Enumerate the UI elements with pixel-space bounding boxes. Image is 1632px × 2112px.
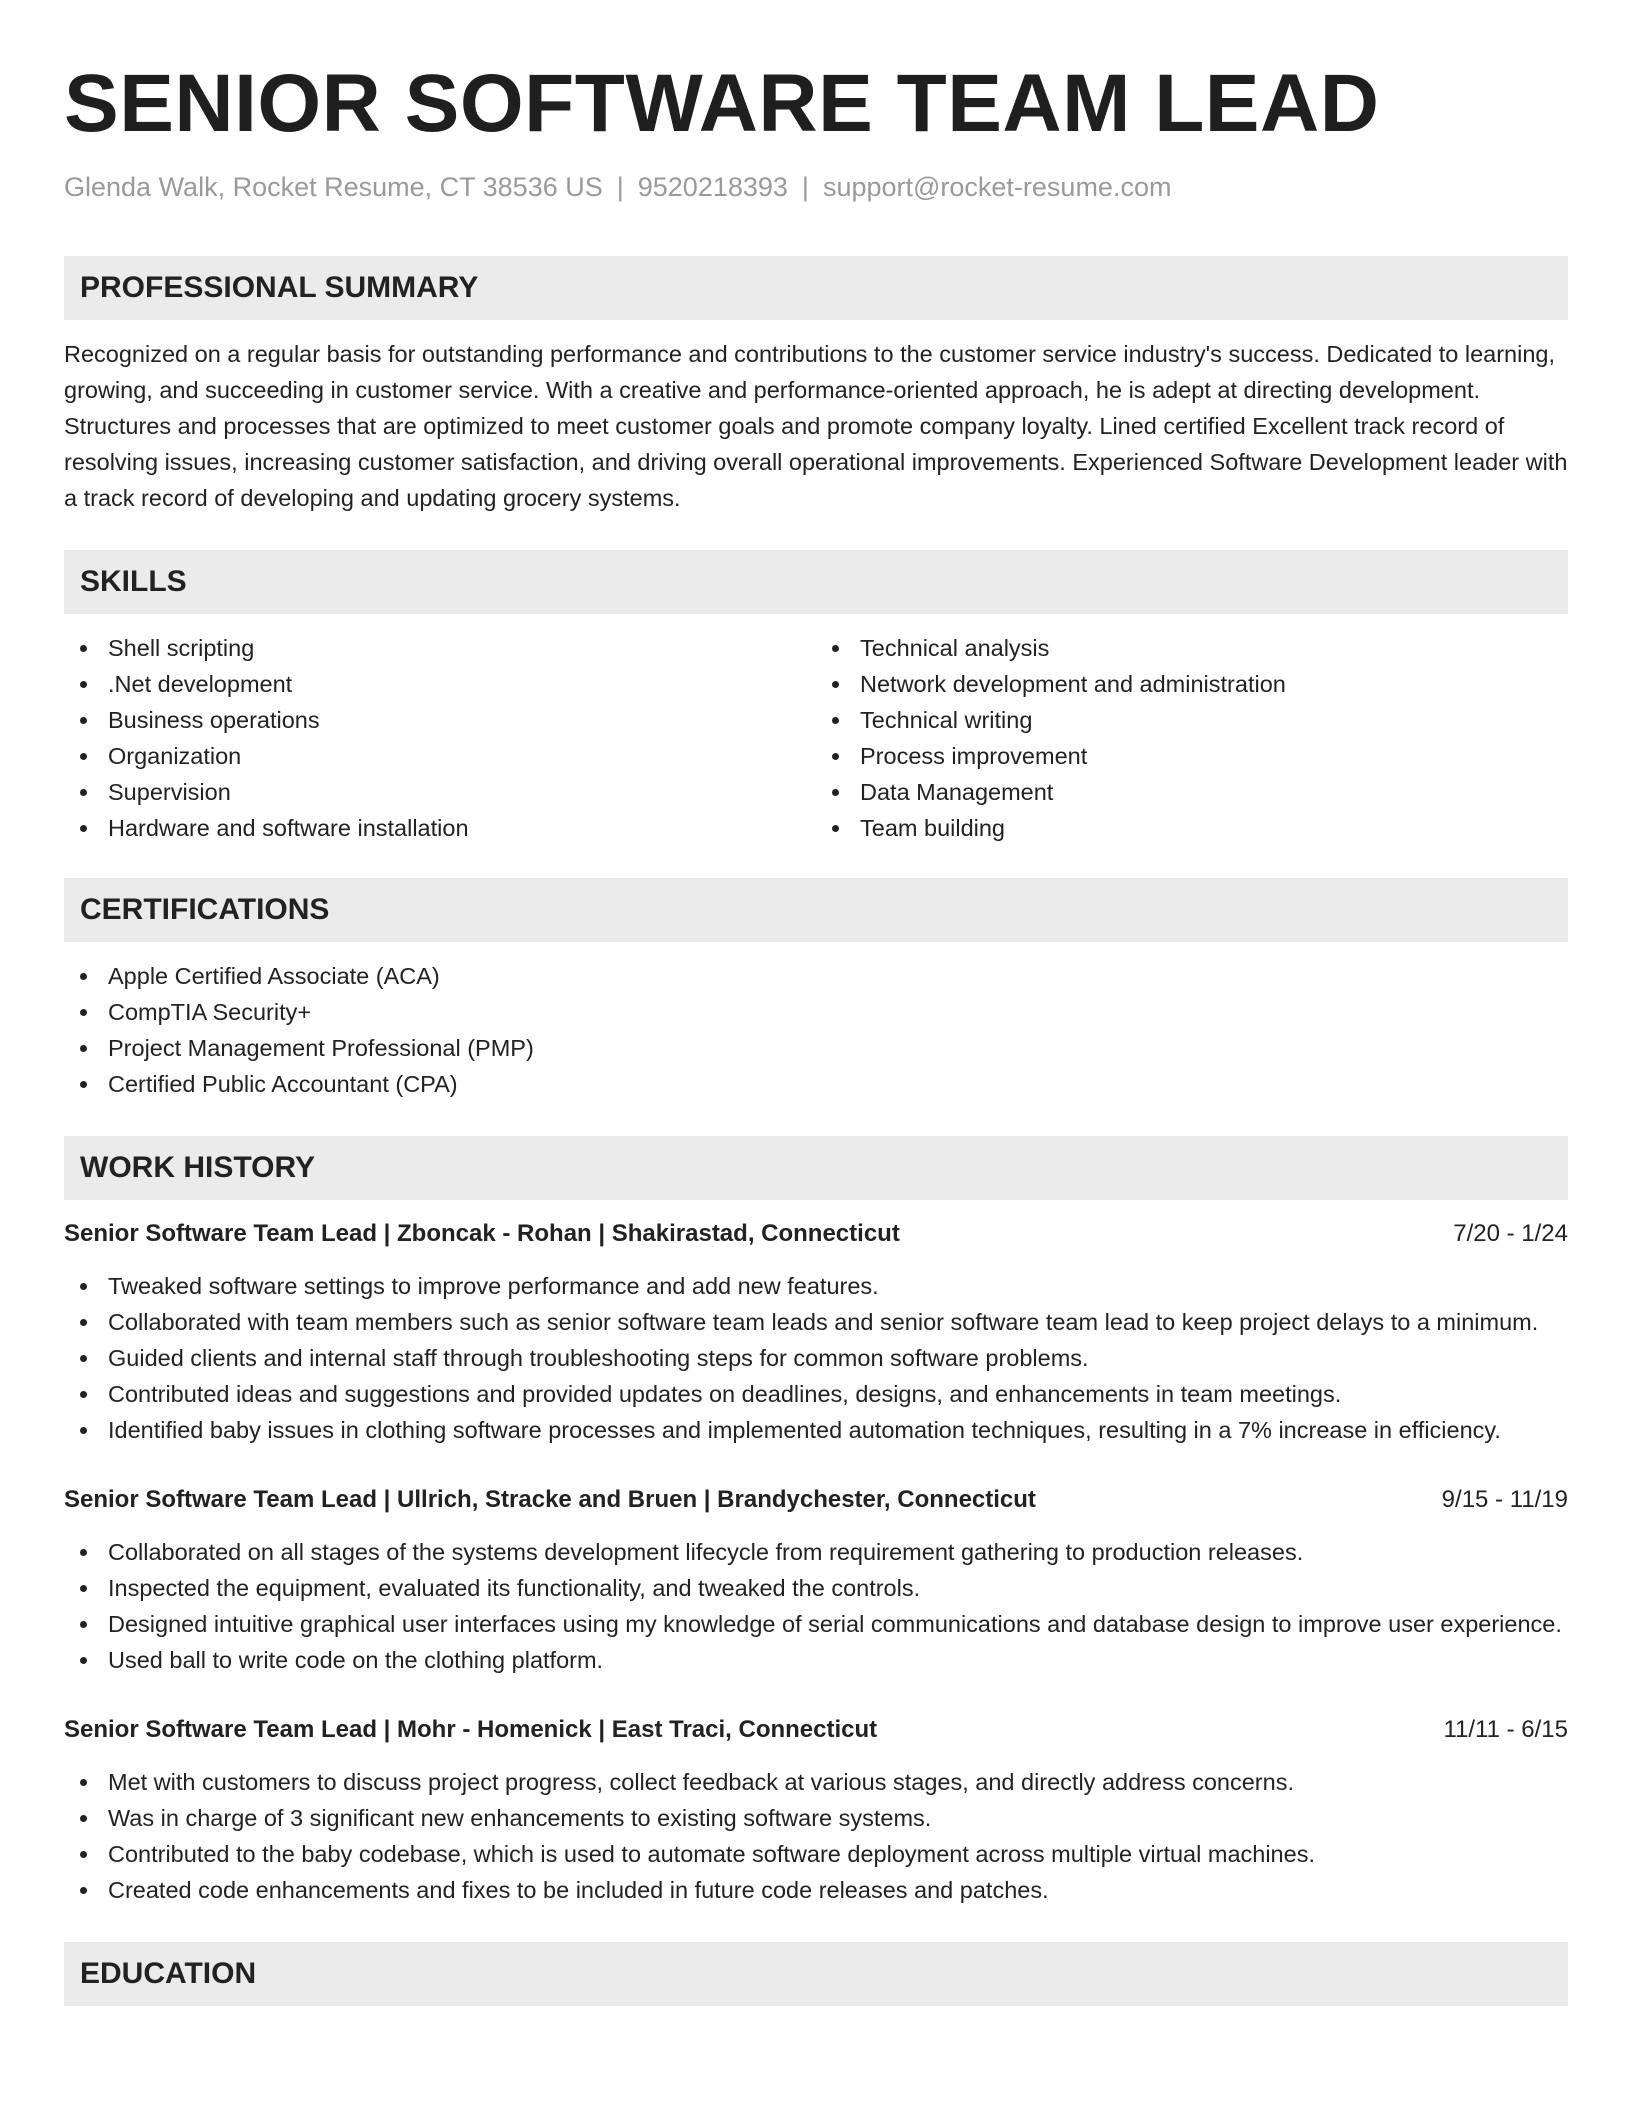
section-heading-certifications: CERTIFICATIONS [64,878,1568,942]
job-bullet: Contributed ideas and suggestions and provided updates on deadlines, designs, and enhancements in team meetings. [64,1376,1568,1412]
job-entry [64,1482,1568,1678]
skill-item: Technical analysis [816,630,1568,666]
skill-item: Process improvement [816,738,1568,774]
job-bullet: Designed intuitive graphical user interfaces using my knowledge of serial communications and database design to improve user experience. [64,1606,1568,1642]
contact-phone: 9520218393 [637,172,788,202]
skill-item: Supervision [64,774,816,810]
section-heading-education: EDUCATION [64,1942,1568,2006]
certifications-list [64,958,1568,1102]
job-bullet: Guided clients and internal staff through troubleshooting steps for common software problems. [64,1340,1568,1376]
job-header [64,1216,1568,1252]
job-bullet: Identified baby issues in clothing software processes and implemented automation techniques, resulting in a 7% increase in efficiency. [64,1412,1568,1448]
job-bullet: Collaborated with team members such as senior software team leads and senior software team lead to keep project delays to a minimum. [64,1304,1568,1340]
certification-item: Apple Certified Associate (ACA) [64,958,1568,994]
skill-item: .Net development [64,666,816,702]
job-bullet: Collaborated on all stages of the systems development lifecycle from requirement gathering to production releases. [64,1534,1568,1570]
contact-separator: | [801,172,809,202]
job-bullet: Created code enhancements and fixes to be included in future code releases and patches. [64,1872,1568,1908]
skill-item: Network development and administration [816,666,1568,702]
skill-item: Hardware and software installation [64,810,816,846]
contact-separator: | [616,172,624,202]
summary-text: Recognized on a regular basis for outstanding performance and contributions to the customer service industry's success. Dedicated to learning, growing, and succeeding in customer service. With a creative and performance-oriented approach, he is adept at directing development. Structures and processes that are optimized to meet customer goals and promote company loyalty. Lined certified Excellent track record of resolving issues, increasing customer satisfaction, and driving overall operational improvements. Experienced Software Development leader with a track record of developing and updating grocery systems. [64,341,1568,511]
skill-item: Data Management [816,774,1568,810]
job-bullets [64,1764,1568,1908]
certification-item: CompTIA Security+ [64,994,1568,1030]
skill-item: Shell scripting [64,630,816,666]
job-bullets [64,1268,1568,1448]
skills-columns [64,630,1568,846]
skill-item: Team building [816,810,1568,846]
skill-item: Technical writing [816,702,1568,738]
contact-address: Glenda Walk, Rocket Resume, CT 38536 US [64,172,603,202]
job-bullet: Contributed to the baby codebase, which is used to automate software deployment across multiple virtual machines. [64,1836,1568,1872]
job-dates: 11/11 - 6/15 [1443,1716,1568,1743]
job-bullet: Used ball to write code on the clothing platform. [64,1642,1568,1678]
certification-item: Project Management Professional (PMP) [64,1030,1568,1066]
job-bullet: Tweaked software settings to improve performance and add new features. [64,1268,1568,1304]
contact-line [64,170,1568,204]
contact-email[interactable]: support@rocket-resume.com [822,172,1172,202]
job-header [64,1712,1568,1748]
skill-item: Business operations [64,702,816,738]
certification-item: Certified Public Accountant (CPA) [64,1066,1568,1102]
job-bullet: Met with customers to discuss project progress, collect feedback at various stages, and directly address concerns. [64,1764,1568,1800]
section-heading-summary: PROFESSIONAL SUMMARY [64,256,1568,320]
job-bullet: Was in charge of 3 significant new enhancements to existing software systems. [64,1800,1568,1836]
job-dates: 9/15 - 11/19 [1441,1486,1568,1513]
section-heading-skills: SKILLS [64,550,1568,614]
skills-list-right [816,630,1568,846]
job-title: Senior Software Team Lead | Zboncak - Rohan | Shakirastad, Connecticut [64,1220,900,1247]
job-bullets [64,1534,1568,1678]
job-dates: 7/20 - 1/24 [1453,1220,1568,1247]
page-title: SENIOR SOFTWARE TEAM LEAD [64,58,1380,149]
skills-list-left [64,630,816,846]
job-title: Senior Software Team Lead | Mohr - Homenick | East Traci, Connecticut [64,1716,878,1743]
job-entry [64,1712,1568,1908]
section-heading-work-history: WORK HISTORY [64,1136,1568,1200]
skill-item: Organization [64,738,816,774]
job-entry [64,1216,1568,1448]
job-header [64,1482,1568,1518]
job-title: Senior Software Team Lead | Ullrich, Stracke and Bruen | Brandychester, Connecticut [64,1486,1036,1513]
job-bullet: Inspected the equipment, evaluated its functionality, and tweaked the controls. [64,1570,1568,1606]
